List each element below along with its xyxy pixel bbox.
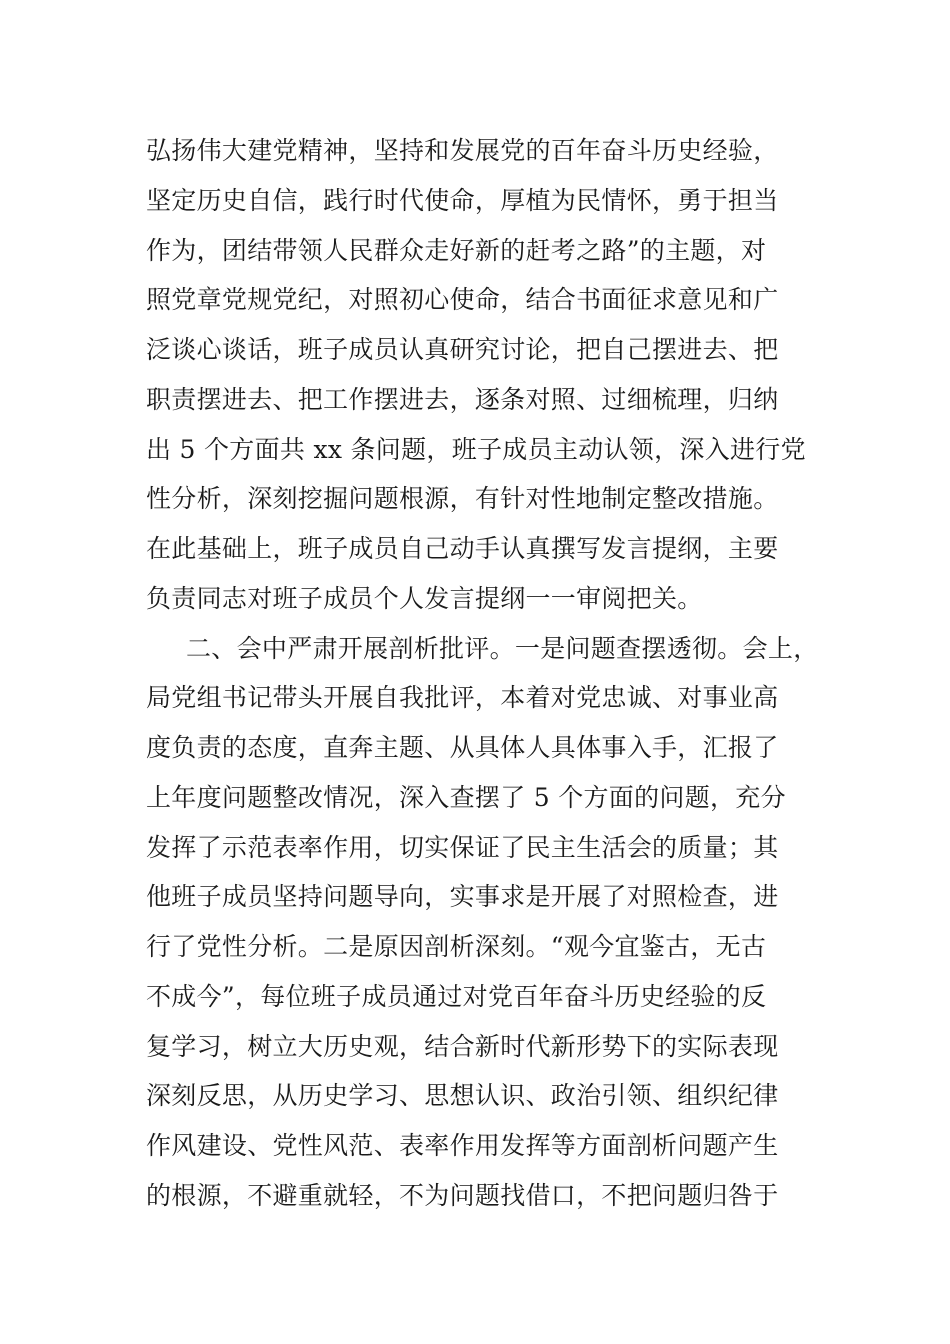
- text-line: 作为，团结带领人民群众走好新的赶考之路”的主题，对: [146, 235, 767, 265]
- text-line: 出 5 个方面共 xx 条问题，班子成员主动认领，深入进行党: [146, 434, 806, 464]
- body-text: [146, 126, 826, 1221]
- text-line: 作风建设、党性风范、表率作用发挥等方面剖析问题产生: [146, 1131, 779, 1160]
- text-line: 行了党性分析。二是原因剖析深刻。“观今宜鉴古，无古: [146, 932, 767, 961]
- text-line: 局党组书记带头开展自我批评，本着对党忠诚、对事业高: [146, 683, 779, 713]
- text-line: 坚定历史自信，践行时代使命，厚植为民情怀，勇于担当: [146, 185, 779, 215]
- text-line: 照党章党规党纪，对照初心使命，结合书面征求意见和广: [146, 285, 779, 315]
- text-line: 不成今”，每位班子成员通过对党百年奋斗历史经验的反: [146, 981, 767, 1011]
- section-heading-line: 二、会中严肃开展剖析批评。一是问题查摆透彻。会上，: [186, 633, 819, 663]
- text-line: 泛谈心谈话，班子成员认真研究讨论，把自己摆进去、把: [146, 335, 779, 364]
- text-line: 负责同志对班子成员个人发言提纲一一审阅把关。: [146, 583, 703, 613]
- text-line: 弘扬伟大建党精神，坚持和发展党的百年奋斗历史经验，: [146, 136, 779, 165]
- text-line: 发挥了示范表率作用，切实保证了民主生活会的质量；其: [146, 832, 779, 862]
- text-line: 他班子成员坚持问题导向，实事求是开展了对照检查，进: [146, 882, 779, 912]
- text-line: 深刻反思，从历史学习、思想认识、政治引领、组织纪律: [146, 1081, 779, 1111]
- text-line: 复学习，树立大历史观，结合新时代新形势下的实际表现: [146, 1031, 779, 1061]
- text-line: 职责摆进去、把工作摆进去，逐条对照、过细梳理，归纳: [146, 384, 779, 414]
- text-line: 度负责的态度，直奔主题、从具体人具体事入手，汇报了: [146, 733, 779, 762]
- text-line: 在此基础上，班子成员自己动手认真撰写发言提纲，主要: [146, 534, 779, 563]
- text-line: 上年度问题整改情况，深入查摆了 5 个方面的问题，充分: [146, 782, 786, 812]
- text-line: 的根源，不避重就轻，不为问题找借口，不把问题归咎于: [146, 1180, 779, 1210]
- text-line: 性分析，深刻挖掘问题根源，有针对性地制定整改措施。: [146, 484, 779, 514]
